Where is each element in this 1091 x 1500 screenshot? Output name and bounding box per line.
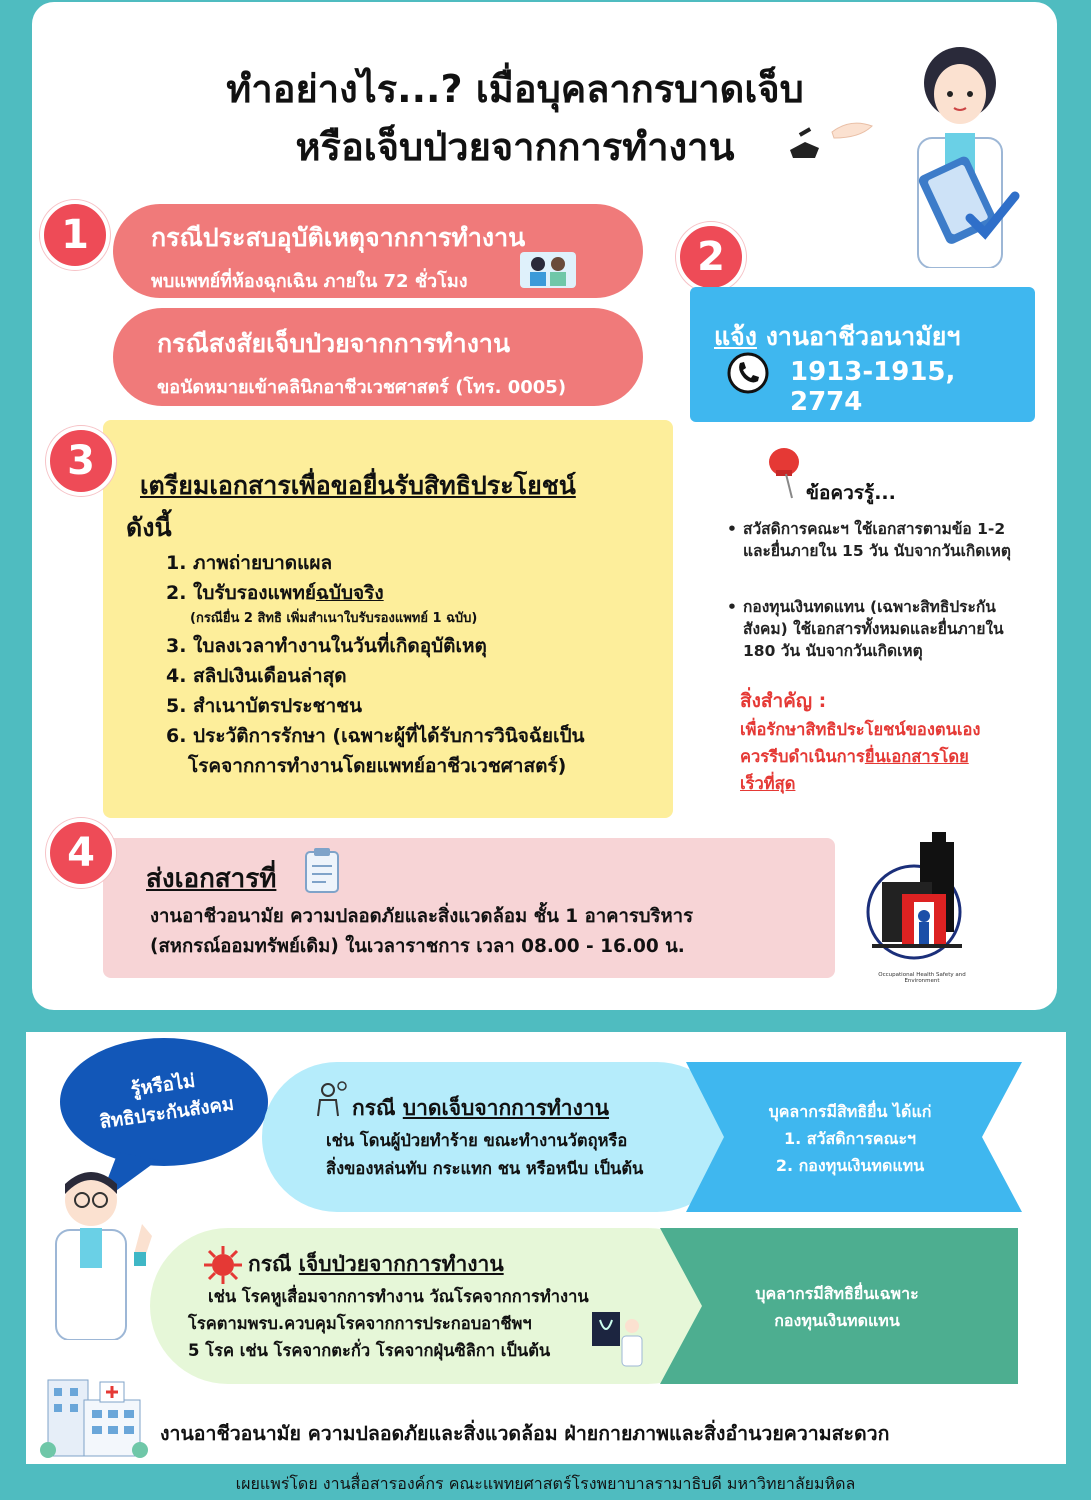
notify-department: งานอาชีวอนามัยฯ	[765, 322, 961, 351]
hospital-building-icon	[40, 1374, 150, 1460]
step-2-number: 2	[676, 222, 746, 292]
female-doctor-illustration	[890, 28, 1030, 268]
notify-box	[690, 287, 1035, 422]
logo-caption: Occupational Health Safety and Environment	[878, 972, 966, 984]
document-item-2: 2. ใบรับรองแพทย์ฉบับจริง	[166, 582, 384, 604]
knowledge-bullet-1: • สวัสดิการคณะฯ ใช้เอกสารตามข้อ 1-2 และยื่นภายใน 15 วัน นับจากวันเกิดเหตุ	[727, 520, 1011, 560]
important-line-3: เร็วที่สุด	[740, 774, 796, 793]
injury-rights: บุคลากรมีสิทธิยื่น ได้แก่ 1. สวัสดิการคณะฯ 2. กองทุนเงินทดแทน	[768, 1102, 932, 1175]
illness-desc-3: 5 โรค เช่น โรคจากตะกั่ว โรคจากฝุ่นซิลิกา เป็นต้น	[188, 1341, 551, 1360]
document-item-2-note: (กรณียื่น 2 สิทธิ เพิ่มสำเนาใบรับรองแพทย์ 1 ฉบับ)	[190, 611, 478, 626]
documents-heading: เตรียมเอกสารเพื่อขอยื่นรับสิทธิประโยชน์	[140, 471, 576, 500]
male-doctor-illustration	[38, 1160, 168, 1340]
illness-desc-2: โรคตามพรบ.ควบคุมโรคจากการประกอบอาชีพฯ	[188, 1314, 532, 1333]
case-accident-instruction: พบแพทย์ที่ห้องฉุกเฉิน ภายใน 72 ชั่วโมง	[151, 271, 468, 292]
injured-person-icon	[308, 1080, 348, 1120]
injury-desc-2: สิ่งของหล่นทับ กระแทก ชน หรือหนีบ เป็นต้น	[326, 1159, 644, 1178]
phone-icon	[726, 351, 770, 395]
document-item-5: 5. สำเนาบัตรประชาชน	[166, 695, 362, 717]
illness-title: กรณี เจ็บป่วยจากการทำงาน	[248, 1252, 504, 1276]
case-illness-title: กรณีสงสัยเจ็บป่วยจากการทำงาน	[157, 329, 511, 358]
page-title: ทำอย่างไร...? เมื่อบุคลากรบาดเจ็บ	[226, 67, 804, 111]
important-line-2: ควรรีบดำเนินการยื่นเอกสารโดย	[740, 747, 969, 766]
step-4-number: 4	[46, 818, 116, 888]
waving-hand-icon	[830, 112, 875, 142]
medical-staff-icon	[520, 252, 576, 288]
ohse-logo	[862, 832, 982, 987]
pushpin-icon	[762, 444, 806, 500]
phone-numbers: 1913-1915, 2774	[790, 357, 956, 417]
document-clipboard-icon	[300, 846, 346, 894]
knowledge-bullet-2: • กองทุนเงินทดแทน (เฉพาะสิทธิประกันสังคม) ใช้เอกสารทั้งหมดและยื่นภายใน 180 วัน นับจากวันเกิดเหตุ	[727, 598, 1004, 660]
document-item-3: 3. ใบลงเวลาทำงานในวันที่เกิดอุบัติเหตุ	[166, 635, 487, 657]
case-illness-instruction: ขอนัดหมายเข้าคลินิกอาชีวเวชศาสตร์ (โทร. 0005)	[157, 377, 567, 398]
document-item-4: 4. สลิปเงินเดือนล่าสุด	[166, 665, 347, 687]
important-label: สิ่งสำคัญ :	[740, 690, 827, 712]
publisher-credit: เผยแพร่โดย งานสื่อสารองค์กร คณะแพทยศาสตร์โรงพยาบาลรามาธิบดี มหาวิทยาลัยมหิดล	[235, 1474, 856, 1493]
step-1-number: 1	[40, 200, 110, 270]
document-item-6: 6. ประวัติการรักษา (เฉพาะผู้ที่ได้รับการวินิจฉัยเป็น	[166, 725, 585, 747]
case-illness-box	[113, 308, 643, 406]
step-3-number: 3	[46, 426, 116, 496]
page-subtitle: หรือเจ็บป่วยจากการทำงาน	[295, 125, 735, 169]
document-item-6-cont: โรคจากการทำงานโดยแพทย์อาชีวเวชศาสตร์)	[188, 755, 567, 777]
case-accident-title: กรณีประสบอุบัติเหตุจากการทำงาน	[151, 223, 526, 252]
documents-heading-suffix: ดังนี้	[126, 513, 172, 542]
illness-rights: บุคลากรมีสิทธิยื่นเฉพาะ กองทุนเงินทดแทน	[755, 1284, 919, 1330]
submit-location: งานอาชีวอนามัย ความปลอดภัยและสิ่งแวดล้อม ชั้น 1 อาคารบริหาร	[150, 906, 694, 927]
document-item-1: 1. ภาพถ่ายบาดแผล	[166, 552, 333, 574]
original-copy-label: ฉบับจริง	[315, 582, 384, 604]
submit-heading: ส่งเอกสารที่	[146, 864, 277, 894]
illness-desc-1: เช่น โรคหูเสื่อมจากการทำงาน วัณโรคจากการทำงาน	[208, 1287, 589, 1306]
injury-title: กรณี บาดเจ็บจากการทำงาน	[352, 1096, 610, 1120]
injured-hand-icon	[785, 122, 825, 162]
xray-doctor-icon	[592, 1308, 644, 1368]
footer-organization: งานอาชีวอนามัย ความปลอดภัยและสิ่งแวดล้อม ฝ่ายกายภาพและสิ่งอำนวยความสะดวก	[160, 1422, 890, 1445]
knowledge-title: ข้อควรรู้...	[806, 482, 896, 504]
important-line-1: เพื่อรักษาสิทธิประโยชน์ของตนเอง	[740, 720, 981, 739]
notify-label: แจ้ง	[714, 322, 757, 351]
injury-desc-1: เช่น โดนผู้ป่วยทำร้าย ขณะทำงานวัตถุหรือ	[326, 1131, 628, 1150]
bubble-text: รู้หรือไม่ สิทธิประกันสังคม	[98, 1070, 236, 1134]
virus-icon	[202, 1244, 244, 1286]
submit-hours: (สหกรณ์ออมทรัพย์เดิม) ในเวลาราชการ เวลา 08.00 - 16.00 น.	[150, 936, 685, 957]
